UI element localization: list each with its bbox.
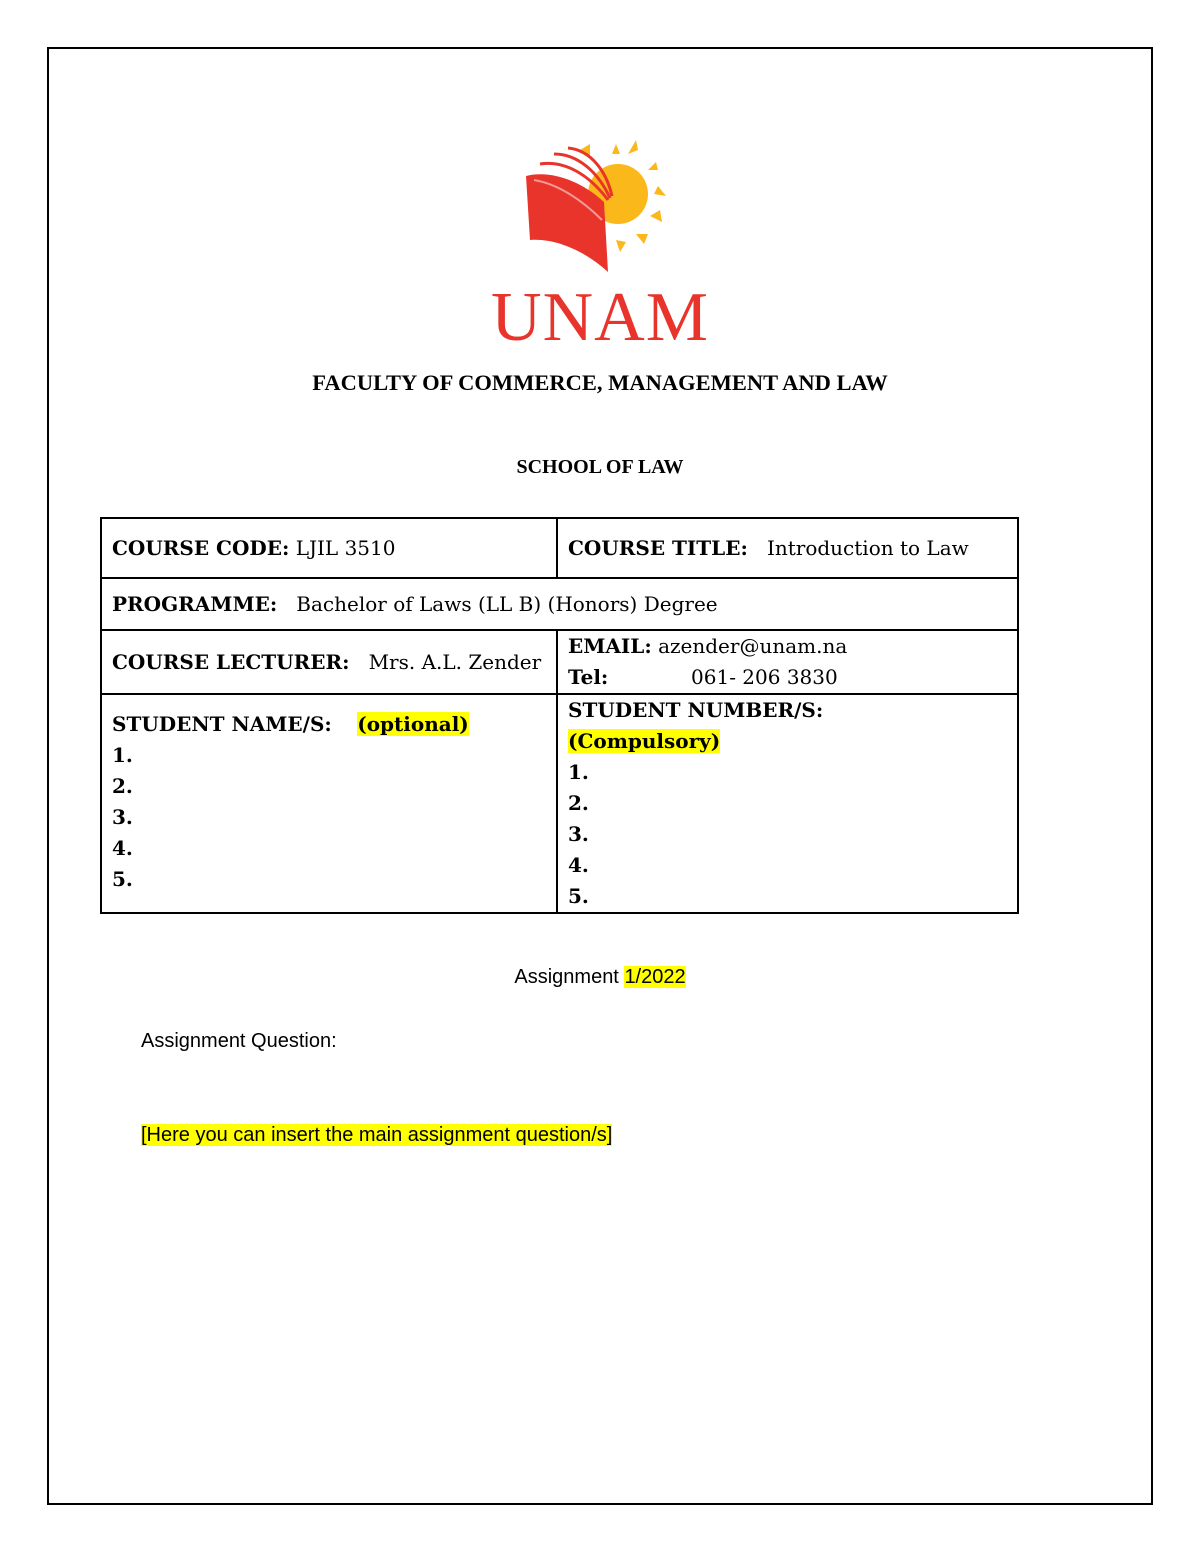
name-slot: 4. <box>112 836 133 860</box>
programme-label: PROGRAMME: <box>112 591 278 616</box>
student-numbers-cell <box>557 694 1018 913</box>
faculty-heading: FACULTY OF COMMERCE, MANAGEMENT AND LAW <box>312 370 888 395</box>
programme-value: Bachelor of Laws (LL B) (Honors) Degree <box>296 591 718 616</box>
course-code-value: LJIL 3510 <box>295 535 396 560</box>
number-slot: 3. <box>568 822 589 846</box>
assignment-number: 1/2022 <box>624 966 686 988</box>
assignment-title-prefix: Assignment <box>514 966 619 988</box>
name-slot: 1. <box>112 743 133 767</box>
name-slot: 5. <box>112 867 133 891</box>
student-name-label: STUDENT NAME/S: <box>112 712 332 736</box>
assignment-question-label: Assignment Question: <box>141 1030 337 1052</box>
lecturer-cell <box>101 630 557 694</box>
student-number-label: STUDENT NUMBER/S: <box>568 698 824 722</box>
unam-wordmark: UNAM <box>491 279 709 356</box>
unam-logo-icon <box>520 140 680 280</box>
name-slot: 3. <box>112 805 133 829</box>
course-title-cell <box>557 518 1018 578</box>
assignment-title <box>0 966 1200 989</box>
course-info-table <box>100 517 1019 914</box>
course-code-label: COURSE CODE: <box>112 535 290 560</box>
name-slot: 2. <box>112 774 133 798</box>
student-name-note: (optional) <box>357 712 469 736</box>
course-title-label: COURSE TITLE: <box>568 535 748 560</box>
contact-cell <box>557 630 1018 694</box>
course-code-cell <box>101 518 557 578</box>
email-value[interactable]: azender@unam.na <box>658 634 848 658</box>
programme-cell <box>101 578 1018 630</box>
student-names-cell <box>101 694 557 913</box>
tel-label: Tel: <box>568 665 609 689</box>
number-slot: 4. <box>568 853 589 877</box>
student-number-note: (Compulsory) <box>568 729 721 753</box>
lecturer-value: Mrs. A.L. Zender <box>368 649 542 674</box>
course-title-value: Introduction to Law <box>766 535 969 560</box>
assignment-placeholder-text: [Here you can insert the main assignment question/s] <box>141 1124 613 1146</box>
assignment-placeholder <box>141 1124 612 1147</box>
tel-value: 061- 206 3830 <box>691 665 838 689</box>
number-slot: 5. <box>568 884 589 908</box>
number-slot: 2. <box>568 791 589 815</box>
number-slot: 1. <box>568 760 589 784</box>
email-label: EMAIL: <box>568 634 652 658</box>
school-heading: SCHOOL OF LAW <box>516 456 684 478</box>
lecturer-label: COURSE LECTURER: <box>112 649 350 674</box>
